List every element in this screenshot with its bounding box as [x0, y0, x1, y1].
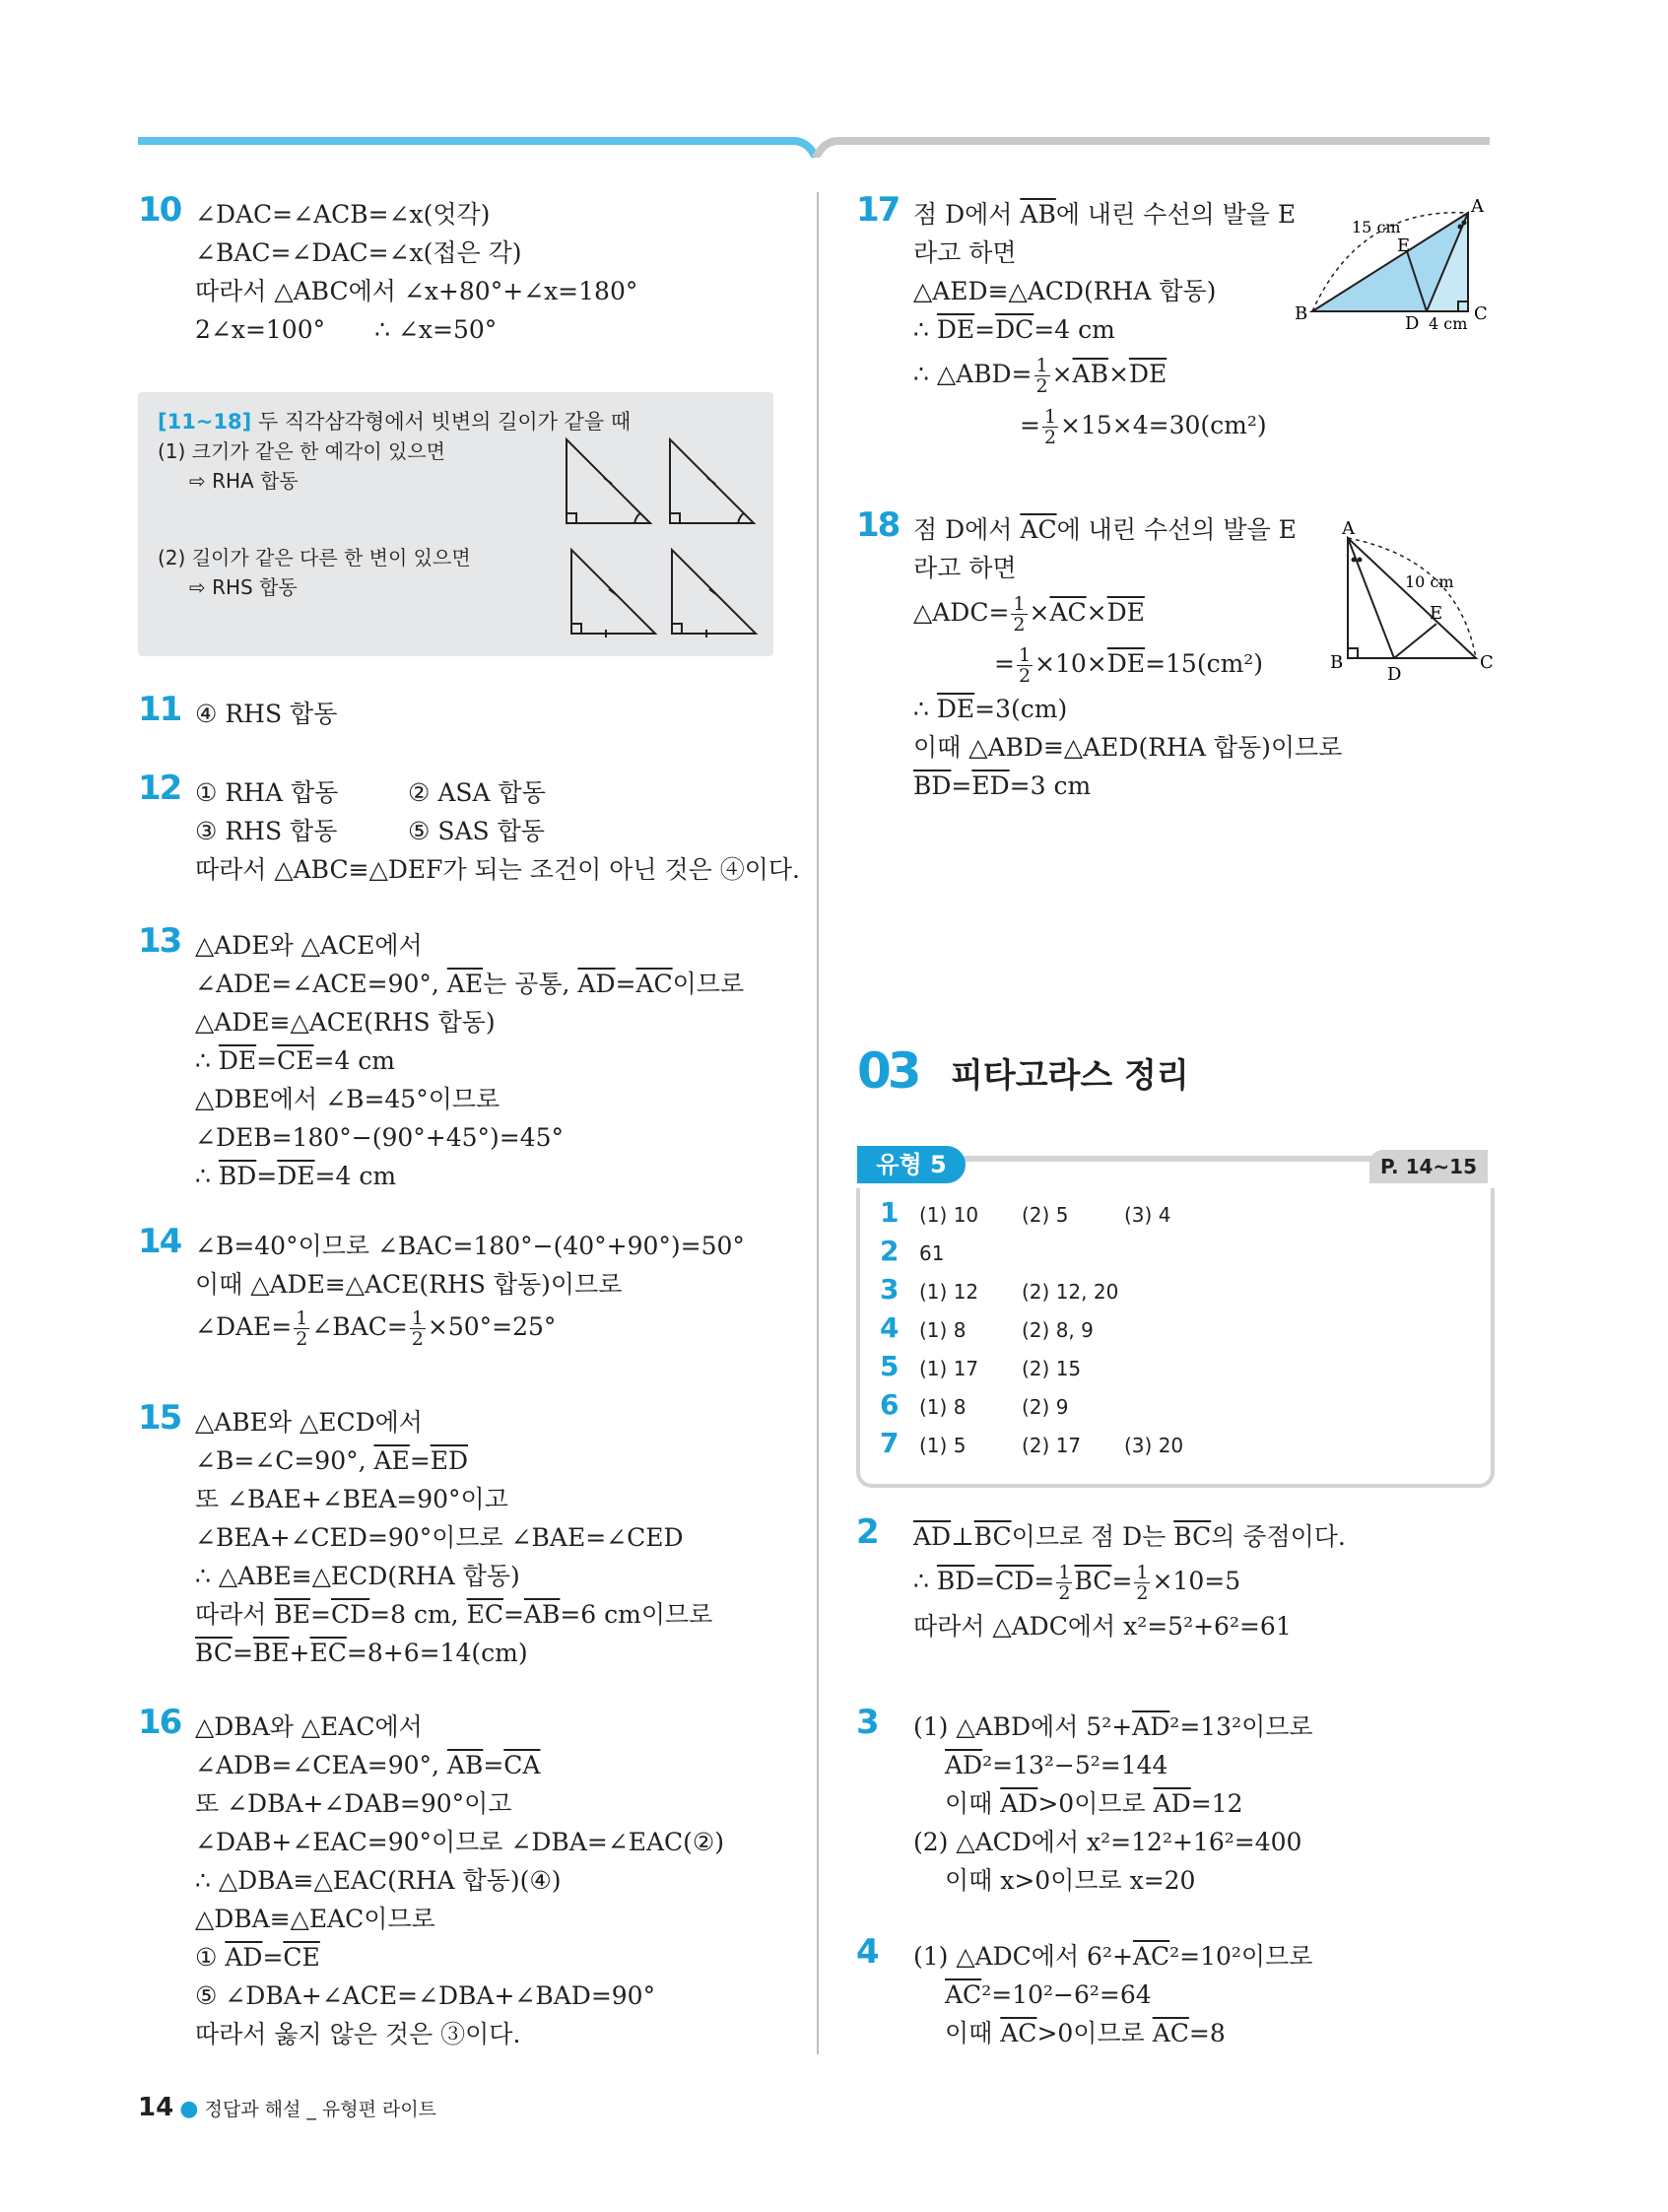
line: (1) △ADC에서 $6^2+\overline{AC}^2=10^2$이므로	[913, 1942, 1313, 1971]
line: ③ RHS 합동 ⑤ SAS 합동	[195, 817, 545, 845]
label-15cm: 15 cm	[1352, 218, 1401, 236]
problem-number: 10	[138, 190, 181, 230]
answer-number: 2	[880, 1235, 900, 1267]
line: 점 D에서 $\overline{AC}$에 내린 수선의 발을 E	[913, 515, 1297, 544]
problem-number: 11	[138, 690, 181, 729]
answer-number: 3	[880, 1273, 900, 1306]
answer-number: 4	[880, 1311, 900, 1344]
label-C: C	[1474, 303, 1488, 324]
line: $\overline{AD}^2=13^2-5^2=144$	[945, 1751, 1168, 1779]
line: ∠ADE=∠ACE=90°, $\overline{AE}$는 공통, $\overline{AD}=\overline{AC}$이므로	[195, 970, 745, 998]
label-C: C	[1480, 652, 1494, 673]
label-B: B	[1330, 652, 1344, 673]
label-4cm: 4 cm	[1429, 314, 1468, 330]
fraction: $\frac{1}{2}$	[1018, 644, 1032, 687]
type-label: 유형 5	[857, 1146, 966, 1183]
line: ⑤ ∠DBA+∠ACE=∠DBA+∠BAD=90°	[195, 1981, 656, 2010]
answer-number: 5	[880, 1350, 900, 1382]
line: 따라서 △ABC에서 ∠x+80°+∠x=180°	[195, 277, 638, 305]
top-decoration-bar	[0, 0, 1668, 158]
problem-number: 17	[856, 190, 900, 230]
line: = $\frac{1}{2}$ $\times 10\times\overline{DE}=15(cm^2)$	[994, 644, 1264, 687]
problem-number: 16	[138, 1703, 181, 1742]
line: 따라서 $\overline{BE}=\overline{CD}=8$ cm, $\overline{EC}=\overline{AB}=6$ cm이므로	[195, 1600, 713, 1629]
page-footer	[138, 2093, 436, 2122]
answer-value: (1) 8	[919, 1395, 967, 1419]
line: ∠DAB+∠EAC=90°이므로 ∠DBA=∠EAC(②)	[195, 1828, 725, 1856]
answer-row	[880, 1347, 1124, 1388]
line: ∠DAE= $\frac{1}{2}$ ∠BAC= $\frac{1}{2}$ ×50°=25°	[195, 1307, 557, 1350]
answer-row	[880, 1424, 1227, 1465]
answer-value: (1) 8	[919, 1318, 967, 1342]
answer-value: (2) 8, 9	[1022, 1318, 1094, 1342]
line: 따라서 △ADC에서 x²=5²+6²=61	[913, 1612, 1292, 1641]
problem-number: 2	[856, 1512, 878, 1552]
figure-17	[1291, 197, 1498, 330]
line: 이때 x>0이므로 x=20	[945, 1866, 1196, 1895]
line: △AED≡△ACD(RHA 합동)	[913, 277, 1217, 305]
answer-number: 7	[880, 1427, 900, 1459]
problem-number: 12	[138, 769, 181, 808]
problem-18	[856, 505, 1343, 805]
question-3	[856, 1703, 1313, 1900]
line: △DBE에서 ∠B=45°이므로	[195, 1085, 500, 1113]
label-E: E	[1397, 235, 1411, 256]
fraction: $\frac{1}{2}$	[296, 1307, 308, 1350]
line: △ADE≡△ACE(RHS 합동)	[195, 1008, 496, 1037]
line: △ABE와 △ECD에서	[195, 1408, 423, 1437]
problem-number: 18	[856, 505, 900, 545]
answer-value: (3) 20	[1124, 1434, 1184, 1457]
line: 따라서 옳지 않은 것은 ③이다.	[195, 2020, 521, 2048]
line: 이때 △ADE≡△ACE(RHS 합동)이므로	[195, 1270, 623, 1299]
fraction: $\frac{1}{2}$	[1136, 1562, 1149, 1604]
line: $\overline{AD}\perp\overline{BC}$이므로 점 D는 $\overline{BC}$의 중점이다.	[913, 1522, 1346, 1551]
line: ∠BAC=∠DAC=∠x(접은 각)	[195, 238, 522, 267]
line: $\overline{BD}=\overline{ED}=3$ cm	[913, 771, 1092, 800]
fraction: $\frac{1}{2}$	[1058, 1562, 1071, 1604]
type-bar	[857, 1146, 1488, 1185]
answer-row	[880, 1308, 1124, 1350]
answer-value: (1) 12	[919, 1280, 979, 1304]
answer-value: (2) 17	[1022, 1434, 1082, 1457]
line: ∠ADB=∠CEA=90°, $\overline{AB}=\overline{CA}$	[195, 1751, 541, 1779]
label-A: A	[1342, 520, 1355, 539]
label-D: D	[1405, 313, 1420, 330]
answer-value: (1) 17	[919, 1357, 979, 1380]
label-B: B	[1295, 303, 1308, 324]
section-title: 피타고라스 정리	[951, 1056, 1189, 1096]
answer-value: 61	[919, 1241, 945, 1265]
answer-number: 6	[880, 1388, 900, 1421]
line: ∴ $\overline{DE}=\overline{DC}=4$ cm	[913, 315, 1115, 344]
section-number: 03	[857, 1042, 918, 1100]
tip-item-1: (1) 크기가 같은 한 예각이 있으면 ⇨ RHA 합동	[158, 439, 445, 493]
line: ① $\overline{AD}=\overline{CE}$	[195, 1943, 320, 1972]
fraction: $\frac{1}{2}$	[1013, 593, 1026, 636]
problem-number: 15	[138, 1398, 181, 1438]
problem-number: 3	[856, 1703, 878, 1742]
line: ∴ $\overline{DE}=\overline{CE}=4$ cm	[195, 1046, 396, 1075]
line: △DBA와 △EAC에서	[195, 1712, 423, 1741]
type-bar-line	[956, 1156, 1379, 1162]
line: ∴ $\overline{BD}=\overline{CD}=$ $\frac{1}{2}$ $\overline{BC}=$ $\frac{1}{2}$ ×10=5	[913, 1562, 1241, 1604]
label-D: D	[1387, 664, 1402, 685]
line: ∴ $\overline{BD}=\overline{DE}=4$ cm	[195, 1162, 397, 1190]
label-10cm: 10 cm	[1405, 572, 1454, 591]
line: ∴ $\overline{DE}=3(cm)$	[913, 695, 1068, 723]
line: (2) △ACD에서 x²=12²+16²=400	[913, 1828, 1302, 1856]
answer-value: (2) 15	[1022, 1357, 1082, 1380]
answer-number: 1	[880, 1196, 900, 1229]
line: ∠BEA+∠CED=90°이므로 ∠BAE=∠CED	[195, 1523, 684, 1552]
line: 점 D에서 $\overline{AB}$에 내린 수선의 발을 E	[913, 200, 1297, 229]
line: △ADE와 △ACE에서	[195, 931, 423, 960]
line: 라고 하면	[913, 238, 1017, 267]
problem-16	[138, 1703, 725, 2053]
line: $\overline{BC}=\overline{BE}+\overline{EC}=8+6=14(cm)$	[195, 1639, 528, 1667]
question-2	[856, 1512, 1346, 1645]
line: △ADC= $\frac{1}{2}$ $\times\overline{AC}\times\overline{DE}$	[913, 593, 1145, 636]
figure-18	[1330, 520, 1498, 688]
problem-10	[138, 190, 638, 349]
problem-number: 13	[138, 921, 181, 961]
line: 2∠x=100° ∴ ∠x=50°	[195, 315, 498, 344]
answer-value: (2) 9	[1022, 1395, 1069, 1419]
line: ∠B=40°이므로 ∠BAC=180°−(40°+90°)=50°	[195, 1232, 745, 1260]
fraction: $\frac{1}{2}$	[1043, 406, 1057, 448]
tip-box	[138, 392, 773, 656]
line: △DBA≡△EAC이므로	[195, 1905, 435, 1933]
problem-11	[138, 690, 338, 733]
problem-14	[138, 1222, 745, 1351]
page-reference: P. 14~15	[1369, 1150, 1488, 1183]
fraction: $\frac{1}{2}$	[1035, 355, 1048, 397]
tip-item-2: (2) 길이가 같은 다른 한 변이 있으면 ⇨ RHS 합동	[158, 546, 471, 599]
line: = $\frac{1}{2}$ ×15×4=30(cm²)	[1020, 406, 1267, 448]
answer-row	[880, 1270, 1124, 1311]
line: ∴ △ABD= $\frac{1}{2}$ $\times\overline{AB}\times\overline{DE}$	[913, 355, 1168, 397]
line: ∴ △DBA≡△EAC(RHA 합동)(④)	[195, 1866, 562, 1895]
line: ∠DEB=180°−(90°+45°)=45°	[195, 1123, 565, 1152]
label-A: A	[1471, 197, 1484, 217]
page-number: 14	[138, 2093, 174, 2122]
question-4	[856, 1932, 1313, 2052]
bullet-icon: ●	[179, 2097, 199, 2121]
answer-row	[880, 1385, 1124, 1427]
answer-row	[880, 1232, 1022, 1273]
problem-12	[138, 769, 800, 889]
answer-row	[880, 1193, 1227, 1235]
answer-value: (2) 5	[1022, 1203, 1069, 1227]
line: ④ RHS 합동	[195, 700, 338, 728]
fraction: $\frac{1}{2}$	[411, 1307, 424, 1350]
problem-13	[138, 921, 745, 1195]
line: 또 ∠BAE+∠BEA=90°이고	[195, 1485, 508, 1513]
column-divider	[817, 192, 819, 2054]
line: $\overline{AC}^2=10^2-6^2=64$	[945, 1980, 1152, 2009]
line: 라고 하면	[913, 554, 1017, 582]
line: ∠B=∠C=90°, $\overline{AE}=\overline{ED}$	[195, 1446, 469, 1475]
label-E: E	[1430, 603, 1443, 624]
line: 이때 $\overline{AD}>0$이므로 $\overline{AD}=12$	[945, 1789, 1243, 1818]
answer-value: (1) 5	[919, 1434, 967, 1457]
line: 이때 $\overline{AC}>0$이므로 $\overline{AC}=8$	[945, 2019, 1226, 2047]
tip-title: [11~18] 두 직각삼각형에서 빗변의 길이가 같을 때	[158, 410, 632, 434]
line: ① RHA 합동 ② ASA 합동	[195, 778, 546, 807]
problem-number: 4	[856, 1932, 878, 1972]
answer-value: (1) 10	[919, 1203, 979, 1227]
problem-17	[856, 190, 1297, 451]
line: ∠DAC=∠ACB=∠x(엇각)	[195, 200, 491, 229]
footer-text: 정답과 해설 _ 유형편 라이트	[204, 2099, 437, 2120]
line: 따라서 △ABC≡△DEF가 되는 조건이 아닌 것은 ④이다.	[195, 855, 800, 884]
problem-15	[138, 1398, 713, 1672]
line: 또 ∠DBA+∠DAB=90°이고	[195, 1789, 512, 1818]
problem-number: 14	[138, 1222, 181, 1261]
triangle-diagrams	[562, 436, 768, 643]
line: 이때 △ABD≡△AED(RHA 합동)이므로	[913, 733, 1343, 762]
answer-value: (2) 12, 20	[1022, 1280, 1119, 1304]
line: ∴ △ABE≡△ECD(RHA 합동)	[195, 1562, 520, 1590]
answer-value: (3) 4	[1124, 1203, 1171, 1227]
line: (1) △ABD에서 $5^2+\overline{AD}^2=13^2$이므로	[913, 1712, 1313, 1741]
